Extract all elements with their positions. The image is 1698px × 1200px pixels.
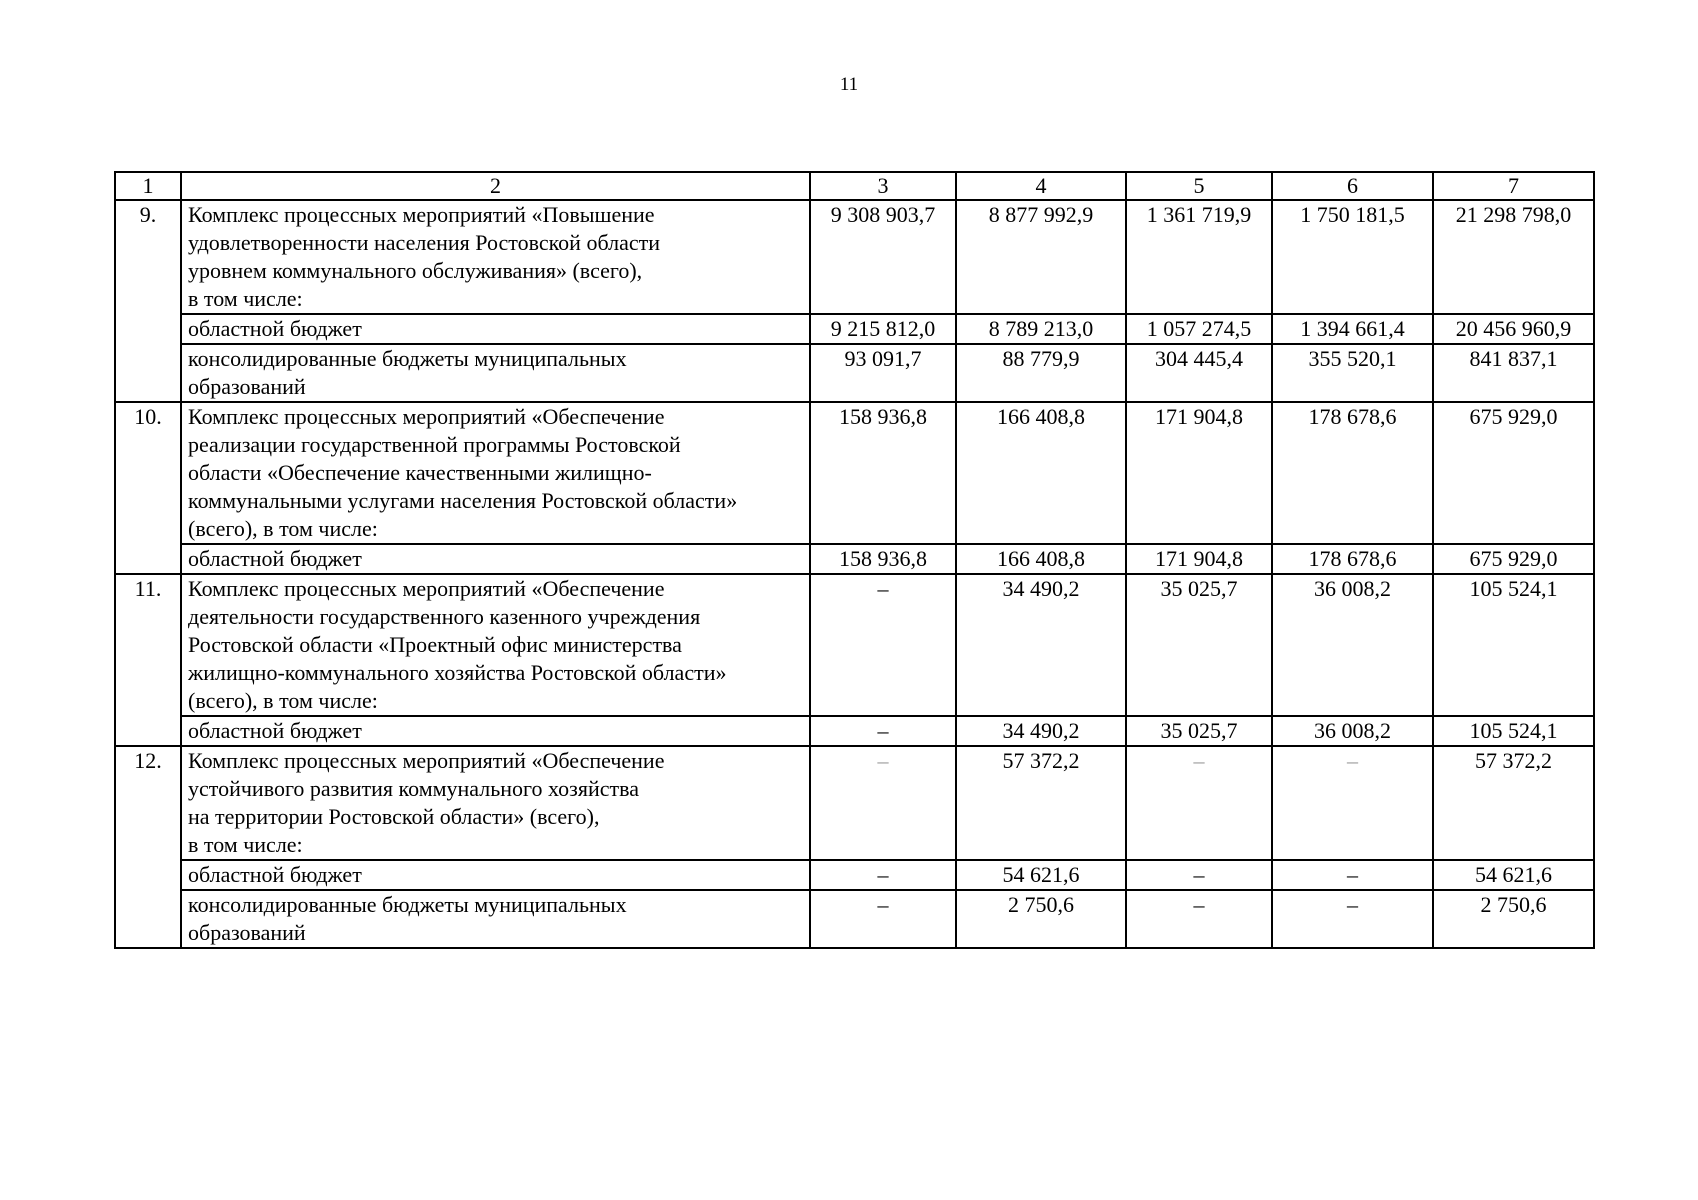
value-cell: 57 372,2	[956, 746, 1126, 860]
value-cell: 355 520,1	[1272, 344, 1433, 402]
table-row	[115, 314, 1594, 344]
value-cell: 54 621,6	[956, 860, 1126, 890]
row-number: 12.	[115, 746, 181, 948]
value-cell: –	[1272, 860, 1433, 890]
description-line: удовлетворенности населения Ростовской области	[188, 230, 660, 255]
description-line: областной бюджет	[188, 718, 362, 743]
row-description	[181, 746, 810, 860]
value-cell: 35 025,7	[1126, 574, 1272, 716]
row-description	[181, 890, 810, 948]
value-cell: 166 408,8	[956, 402, 1126, 544]
table-row	[115, 544, 1594, 574]
description-line: консолидированные бюджеты муниципальных	[188, 346, 627, 371]
value-cell: 166 408,8	[956, 544, 1126, 574]
table-row	[115, 402, 1594, 544]
budget-table	[114, 171, 1595, 949]
value-cell: –	[810, 860, 956, 890]
value-cell: 34 490,2	[956, 574, 1126, 716]
value-cell: 171 904,8	[1126, 544, 1272, 574]
value-cell: 36 008,2	[1272, 574, 1433, 716]
value-cell: 20 456 960,9	[1433, 314, 1594, 344]
table-row	[115, 860, 1594, 890]
row-description	[181, 402, 810, 544]
value-cell: 8 877 992,9	[956, 200, 1126, 314]
column-number: 3	[810, 172, 956, 200]
row-description	[181, 574, 810, 716]
row-description	[181, 344, 810, 402]
value-cell: 35 025,7	[1126, 716, 1272, 746]
description-line: в том числе:	[188, 832, 303, 857]
value-cell: –	[810, 890, 956, 948]
value-cell: –	[810, 574, 956, 716]
value-cell: 178 678,6	[1272, 544, 1433, 574]
column-number: 7	[1433, 172, 1594, 200]
value-cell: 21 298 798,0	[1433, 200, 1594, 314]
description-line: (всего), в том числе:	[188, 516, 378, 541]
column-number: 4	[956, 172, 1126, 200]
page-number: 11	[839, 74, 859, 95]
description-line: на территории Ростовской области» (всего),	[188, 804, 600, 829]
value-cell: 1 750 181,5	[1272, 200, 1433, 314]
value-cell: 54 621,6	[1433, 860, 1594, 890]
value-cell: 1 361 719,9	[1126, 200, 1272, 314]
value-cell: 88 779,9	[956, 344, 1126, 402]
value-cell: 8 789 213,0	[956, 314, 1126, 344]
value-cell: 93 091,7	[810, 344, 956, 402]
value-cell: –	[1126, 860, 1272, 890]
value-cell: 675 929,0	[1433, 544, 1594, 574]
description-line: области «Обеспечение качественными жилищно-	[188, 460, 652, 485]
table-row	[115, 716, 1594, 746]
row-description	[181, 716, 810, 746]
value-cell: –	[1126, 746, 1272, 860]
value-cell: 105 524,1	[1433, 716, 1594, 746]
value-cell: 841 837,1	[1433, 344, 1594, 402]
value-cell: –	[810, 746, 956, 860]
row-description	[181, 544, 810, 574]
description-line: коммунальными услугами населения Ростовской области»	[188, 488, 738, 513]
value-cell: 171 904,8	[1126, 402, 1272, 544]
description-line: реализации государственной программы Ростовской	[188, 432, 681, 457]
value-cell: 105 524,1	[1433, 574, 1594, 716]
value-cell: –	[810, 716, 956, 746]
description-line: деятельности государственного казенного учреждения	[188, 604, 701, 629]
description-line: Комплекс процессных мероприятий «Обеспечение	[188, 576, 665, 601]
value-cell: –	[1272, 746, 1433, 860]
description-line: Комплекс процессных мероприятий «Обеспечение	[188, 404, 665, 429]
value-cell: 9 215 812,0	[810, 314, 956, 344]
value-cell: –	[1272, 890, 1433, 948]
table-row	[115, 200, 1594, 314]
description-line: в том числе:	[188, 286, 303, 311]
row-description	[181, 314, 810, 344]
description-line: областной бюджет	[188, 546, 362, 571]
description-line: образований	[188, 374, 306, 399]
column-number: 5	[1126, 172, 1272, 200]
description-line: Комплекс процессных мероприятий «Повышение	[188, 202, 655, 227]
value-cell: 2 750,6	[1433, 890, 1594, 948]
value-cell: 178 678,6	[1272, 402, 1433, 544]
table-row	[115, 890, 1594, 948]
description-line: образований	[188, 920, 306, 945]
value-cell: 675 929,0	[1433, 402, 1594, 544]
value-cell: 34 490,2	[956, 716, 1126, 746]
table-row	[115, 746, 1594, 860]
row-number: 10.	[115, 402, 181, 574]
value-cell: 9 308 903,7	[810, 200, 956, 314]
value-cell: 1 057 274,5	[1126, 314, 1272, 344]
description-line: жилищно-коммунального хозяйства Ростовской области»	[188, 660, 727, 685]
value-cell: 1 394 661,4	[1272, 314, 1433, 344]
description-line: Комплекс процессных мероприятий «Обеспечение	[188, 748, 665, 773]
row-description	[181, 860, 810, 890]
value-cell: 2 750,6	[956, 890, 1126, 948]
description-line: областной бюджет	[188, 862, 362, 887]
column-numbers-row	[115, 172, 1594, 200]
row-description	[181, 200, 810, 314]
value-cell: 57 372,2	[1433, 746, 1594, 860]
column-number: 1	[115, 172, 181, 200]
value-cell: –	[1126, 890, 1272, 948]
column-number: 6	[1272, 172, 1433, 200]
row-number: 11.	[115, 574, 181, 746]
table-row	[115, 344, 1594, 402]
description-line: устойчивого развития коммунального хозяйства	[188, 776, 640, 801]
description-line: Ростовской области «Проектный офис министерства	[188, 632, 682, 657]
description-line: областной бюджет	[188, 316, 362, 341]
column-number: 2	[181, 172, 810, 200]
value-cell: 158 936,8	[810, 544, 956, 574]
value-cell: 304 445,4	[1126, 344, 1272, 402]
description-line: уровнем коммунального обслуживания» (всего),	[188, 258, 643, 283]
description-line: консолидированные бюджеты муниципальных	[188, 892, 627, 917]
row-number: 9.	[115, 200, 181, 402]
value-cell: 36 008,2	[1272, 716, 1433, 746]
value-cell: 158 936,8	[810, 402, 956, 544]
description-line: (всего), в том числе:	[188, 688, 378, 713]
table-row	[115, 574, 1594, 716]
